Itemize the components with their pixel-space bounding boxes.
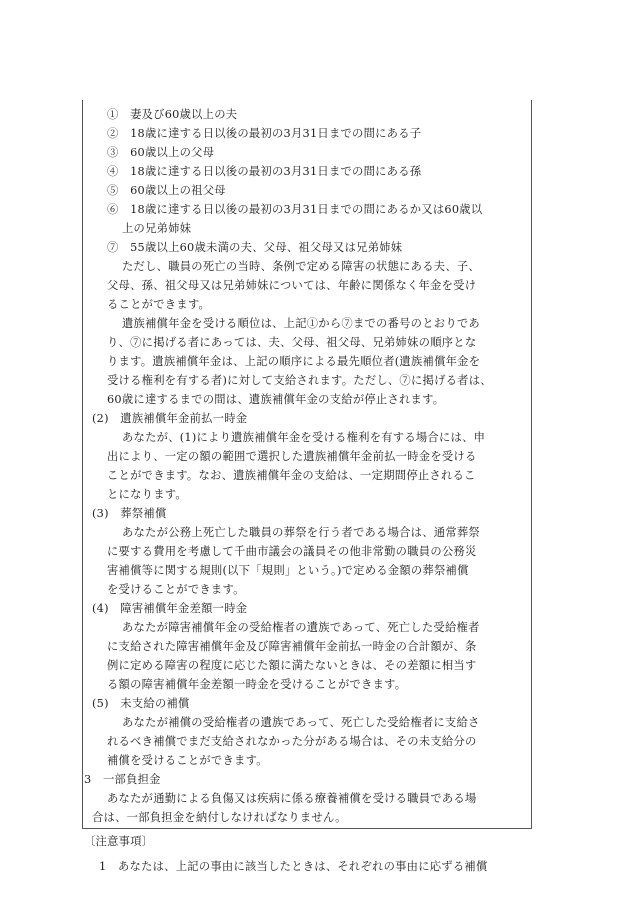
section-heading: (2) 遺族補償年金前払一時金 [92,412,248,425]
paragraph-line: り、⑦に掲げる者にあっては、夫、父母、祖父母、兄弟姉妹の順序とな [107,336,477,349]
notes-heading: 〔注意事項〕 [84,835,154,848]
note-item: 1 あなたは、上記の事由に該当したときは、それぞれの事由に応ずる補償 [99,860,488,873]
paragraph-line: 例に定める障害の程度に応じた額に満たないときは、その差額に相当す [107,659,477,672]
list-item: ⑥ 18歳に達する日以後の最初の3月31日までの間にあるか又は60歳以 [107,203,483,216]
paragraph-line: あなたが、(1)により遺族補償年金を受ける権利を有する場合には、申 [122,431,486,444]
paragraph-line: あなたが通勤による負傷又は疾病に係る療養補償を受ける職員である場 [107,792,477,805]
paragraph-line: に支給された障害補償年金及び障害補償年金前払一時金の合計額が、条 [107,640,477,653]
list-item: ⑦ 55歳以上60歳未満の夫、父母、祖父母又は兄弟姉妹 [107,241,403,254]
section-heading: (5) 未支給の補償 [92,697,190,710]
paragraph-line: ります。遺族補償年金は、上記の順序による最先順位者(遺族補償年金を [107,355,481,368]
paragraph-line: れるべき補償でまだ支給されなかった分がある場合は、その未支給分の [107,735,477,748]
paragraph-line: 出により、一定の額の範囲で選択した遺族補償年金前払一時金を受ける [107,450,477,463]
list-item: 上の兄弟姉妹 [122,222,192,235]
paragraph-line: 60歳に達するまでの間は、遺族補償年金の支給が停止されます。 [107,393,445,406]
paragraph-line: あなたが補償の受給権者の遺族であって、死亡した受給権者に支給さ [122,716,480,729]
paragraph-line: 合は、一部負担金を納付しなければなりません。 [92,811,347,824]
paragraph-line: 害補償等に関する規則(以下「規則」という。)で定める金額の葬祭補償 [107,564,469,577]
list-item: ③ 60歳以上の父母 [107,146,215,159]
paragraph-line: ることができます。 [107,298,211,311]
paragraph-line: 補償を受けることができます。 [107,754,268,767]
list-item: ⑤ 60歳以上の祖父母 [107,184,226,197]
section-heading: (4) 障害補償年金差額一時金 [92,602,248,615]
paragraph-line: ことができます。なお、遺族補償年金の支給は、一定期間停止されるこ [107,469,476,482]
paragraph-line: とになります。 [107,488,187,501]
paragraph-line: ただし、職員の死亡の当時、条例で定める障害の状態にある夫、子、 [122,260,480,273]
paragraph-line: に要する費用を考慮して千曲市議会の議員その他非常勤の職員の公務災 [107,545,477,558]
paragraph-line: る額の障害補償年金差額一時金を受けることができます。 [107,678,407,691]
paragraph-line: 受ける権利を有する者)に対して支給されます。ただし、⑦に掲げる者は、 [107,374,492,387]
section-heading: (3) 葬祭補償 [92,507,167,520]
section-heading: 3 一部負担金 [84,773,161,786]
paragraph-line: あなたが障害補償年金の受給権者の遺族であって、死亡した受給権者 [122,621,480,634]
list-item: ① 妻及び60歳以上の夫 [107,108,238,121]
paragraph-line: 父母、孫、祖父母又は兄弟姉妹については、年齢に関係なく年金を受け [107,279,477,292]
list-item: ④ 18歳に達する日以後の最初の3月31日までの間にある孫 [107,165,422,178]
paragraph-line: を受けることができます。 [107,583,245,596]
list-item: ② 18歳に達する日以後の最初の3月31日までの間にある子 [107,127,422,140]
paragraph-line: 遺族補償年金を受ける順位は、上記①から⑦までの番号のとおりであ [122,317,480,330]
paragraph-line: あなたが公務上死亡した職員の葬祭を行う者である場合は、通常葬祭 [122,526,480,539]
